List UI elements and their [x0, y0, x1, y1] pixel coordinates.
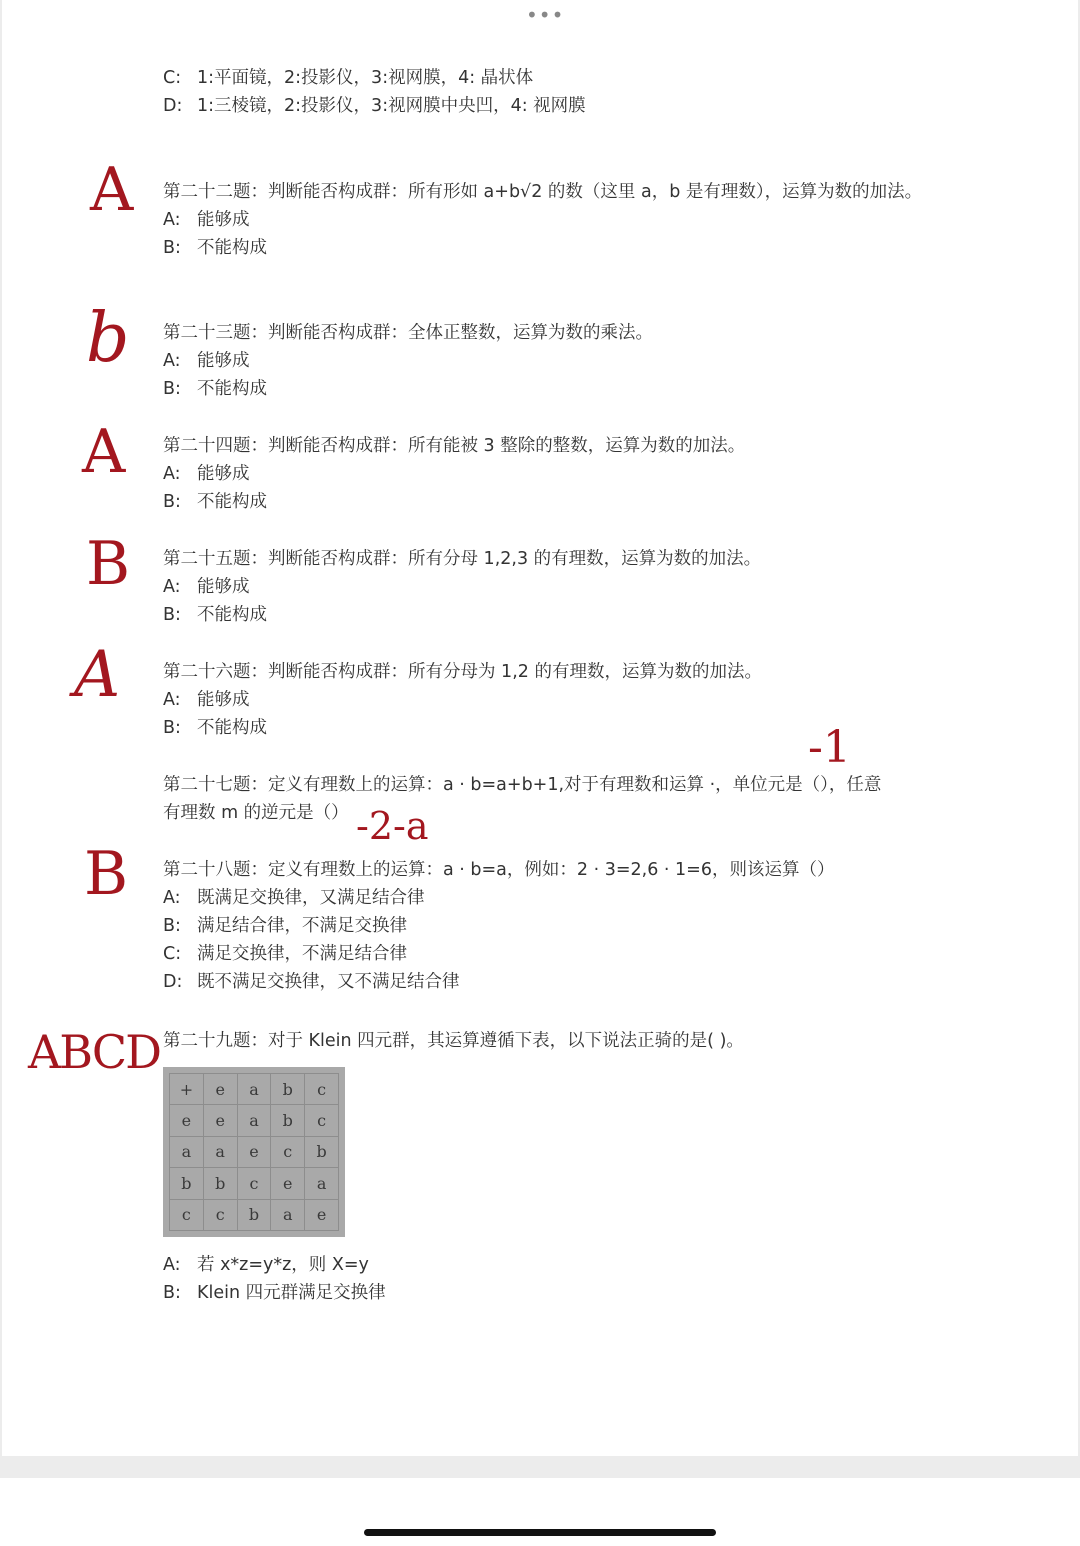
table-cell: a [237, 1105, 271, 1136]
option-letter: A: [163, 1255, 181, 1275]
option-letter: B: [163, 1283, 181, 1303]
option-letter: A: [163, 577, 181, 597]
question-text: 第二十八题：定义有理数上的运算：a · b=a，例如：2 · 3=2,6 · 1=6，则该运算（） [163, 860, 835, 880]
question-26 [163, 658, 762, 742]
option-letter: B: [163, 492, 181, 512]
handwritten-answer-q27-unit: -1 [808, 722, 851, 773]
handwritten-answer-q29: ABCD [28, 1025, 160, 1079]
klein-group-table-image [163, 1067, 345, 1237]
option-a [163, 460, 745, 488]
option-letter: B: [163, 718, 181, 738]
option-b [163, 488, 745, 516]
handwritten-answer-q23: b [86, 299, 130, 378]
option-letter: D: [163, 972, 183, 992]
option-b [163, 375, 653, 403]
question-text-line-1: 第二十七题：定义有理数上的运算：a · b=a+b+1,对于有理数和运算 ·，单位元是（），任意 [163, 775, 882, 795]
option-text: 满足交换律，不满足结合律 [197, 944, 407, 964]
option-b [163, 601, 761, 629]
table-cell: c [271, 1136, 305, 1167]
table-cell: c [305, 1105, 339, 1136]
question-text: 第二十五题：判断能否构成群：所有分母 1,2,3 的有理数，运算为数的加法。 [163, 549, 762, 569]
table-cell: c [237, 1168, 271, 1199]
question-24 [163, 432, 745, 516]
table-cell: c [170, 1199, 204, 1230]
table-cell: + [170, 1074, 204, 1105]
table-cell: a [237, 1074, 271, 1105]
table-cell: b [271, 1074, 305, 1105]
question-text: 第二十六题：判断能否构成群：所有分母为 1,2 的有理数，运算为数的加法。 [163, 662, 762, 682]
option-b [163, 912, 834, 940]
question-text: 第二十二题：判断能否构成群：所有形如 a+b√2 的数（这里 a，b 是有理数），运算为数的加法。 [163, 182, 923, 202]
option-text: Klein 四元群满足交换律 [197, 1283, 386, 1303]
option-text: 满足结合律，不满足交换律 [197, 916, 407, 936]
table-cell: c [305, 1074, 339, 1105]
table-cell: e [305, 1199, 339, 1230]
table-cell: a [203, 1136, 237, 1167]
option-letter: B: [163, 379, 181, 399]
option-a [163, 206, 923, 234]
option-letter: B: [163, 238, 181, 258]
table-cell: e [237, 1136, 271, 1167]
option-text: 能够成 [197, 577, 250, 597]
question-29-options [163, 1251, 386, 1307]
option-a [163, 686, 762, 714]
option-a [163, 1251, 386, 1279]
option-text: 能够成 [197, 210, 250, 230]
table-cell: b [170, 1168, 204, 1199]
question-text: 第二十三题：判断能否构成群：全体正整数，运算为数的乘法。 [163, 323, 653, 343]
option-text: 不能构成 [197, 718, 267, 738]
question-27 [163, 771, 881, 827]
table-cell: c [203, 1199, 237, 1230]
handwritten-answer-q27-inverse: -2-a [356, 804, 429, 848]
option-letter: A: [163, 351, 181, 371]
question-25 [163, 545, 761, 629]
option-text: 不能构成 [197, 492, 267, 512]
option-text: 能够成 [197, 351, 250, 371]
question-22 [163, 178, 923, 262]
option-text: 能够成 [197, 464, 250, 484]
table-cell: e [271, 1168, 305, 1199]
table-cell: e [203, 1074, 237, 1105]
option-a [163, 884, 834, 912]
klein-group-table [169, 1073, 339, 1231]
table-cell: a [271, 1199, 305, 1230]
option-letter: C: [163, 68, 182, 88]
option-letter: A: [163, 690, 181, 710]
option-text: 不能构成 [197, 238, 267, 258]
question-28 [163, 856, 834, 996]
option-letter: A: [163, 210, 181, 230]
option-b [163, 1279, 386, 1307]
option-a [163, 347, 653, 375]
option-text: 不能构成 [197, 379, 267, 399]
handwritten-answer-q24: A [82, 417, 126, 487]
option-b [163, 234, 923, 262]
option-d [163, 92, 586, 120]
table-cell: b [305, 1136, 339, 1167]
handwritten-answer-q26: A [74, 638, 121, 712]
option-letter: B: [163, 916, 181, 936]
handwritten-answer-q25: B [86, 529, 131, 599]
option-text: 1:平面镜，2:投影仪，3:视网膜，4: 晶状体 [197, 68, 534, 88]
question-23 [163, 319, 653, 403]
handwritten-answer-q22: A [90, 155, 134, 225]
table-cell: b [237, 1199, 271, 1230]
option-text: 既满足交换律，又满足结合律 [197, 888, 425, 908]
option-text: 既不满足交换律，又不满足结合律 [197, 972, 460, 992]
home-indicator[interactable] [364, 1529, 716, 1536]
option-letter: B: [163, 605, 181, 625]
option-text: 不能构成 [197, 605, 267, 625]
table-cell: e [170, 1105, 204, 1136]
option-b [163, 714, 762, 742]
option-d [163, 968, 834, 996]
question-text-line-2: 有理数 m 的逆元是（） [163, 803, 349, 823]
option-text: 1:三棱镜，2:投影仪，3:视网膜中央凹，4: 视网膜 [197, 96, 586, 116]
handwritten-answer-q28: B [84, 839, 129, 909]
option-letter: A: [163, 888, 181, 908]
table-cell: b [203, 1168, 237, 1199]
question-text: 第二十九题：对于 Klein 四元群，其运算遵循下表，以下说法正骑的是( )。 [163, 1031, 744, 1051]
option-text: 能够成 [197, 690, 250, 710]
option-letter: A: [163, 464, 181, 484]
table-cell: e [203, 1105, 237, 1136]
option-letter: D: [163, 96, 183, 116]
option-text: 若 x*z=y*z，则 X=y [197, 1255, 369, 1275]
table-cell: a [170, 1136, 204, 1167]
option-c [163, 64, 586, 92]
option-c [163, 940, 834, 968]
question-text: 第二十四题：判断能否构成群：所有能被 3 整除的整数，运算为数的加法。 [163, 436, 746, 456]
prev-question-options [163, 64, 586, 120]
table-cell: a [305, 1168, 339, 1199]
question-29 [163, 1027, 744, 1055]
more-options-icon[interactable]: ••• [526, 3, 565, 27]
option-a [163, 573, 761, 601]
table-cell: b [271, 1105, 305, 1136]
option-letter: C: [163, 944, 182, 964]
